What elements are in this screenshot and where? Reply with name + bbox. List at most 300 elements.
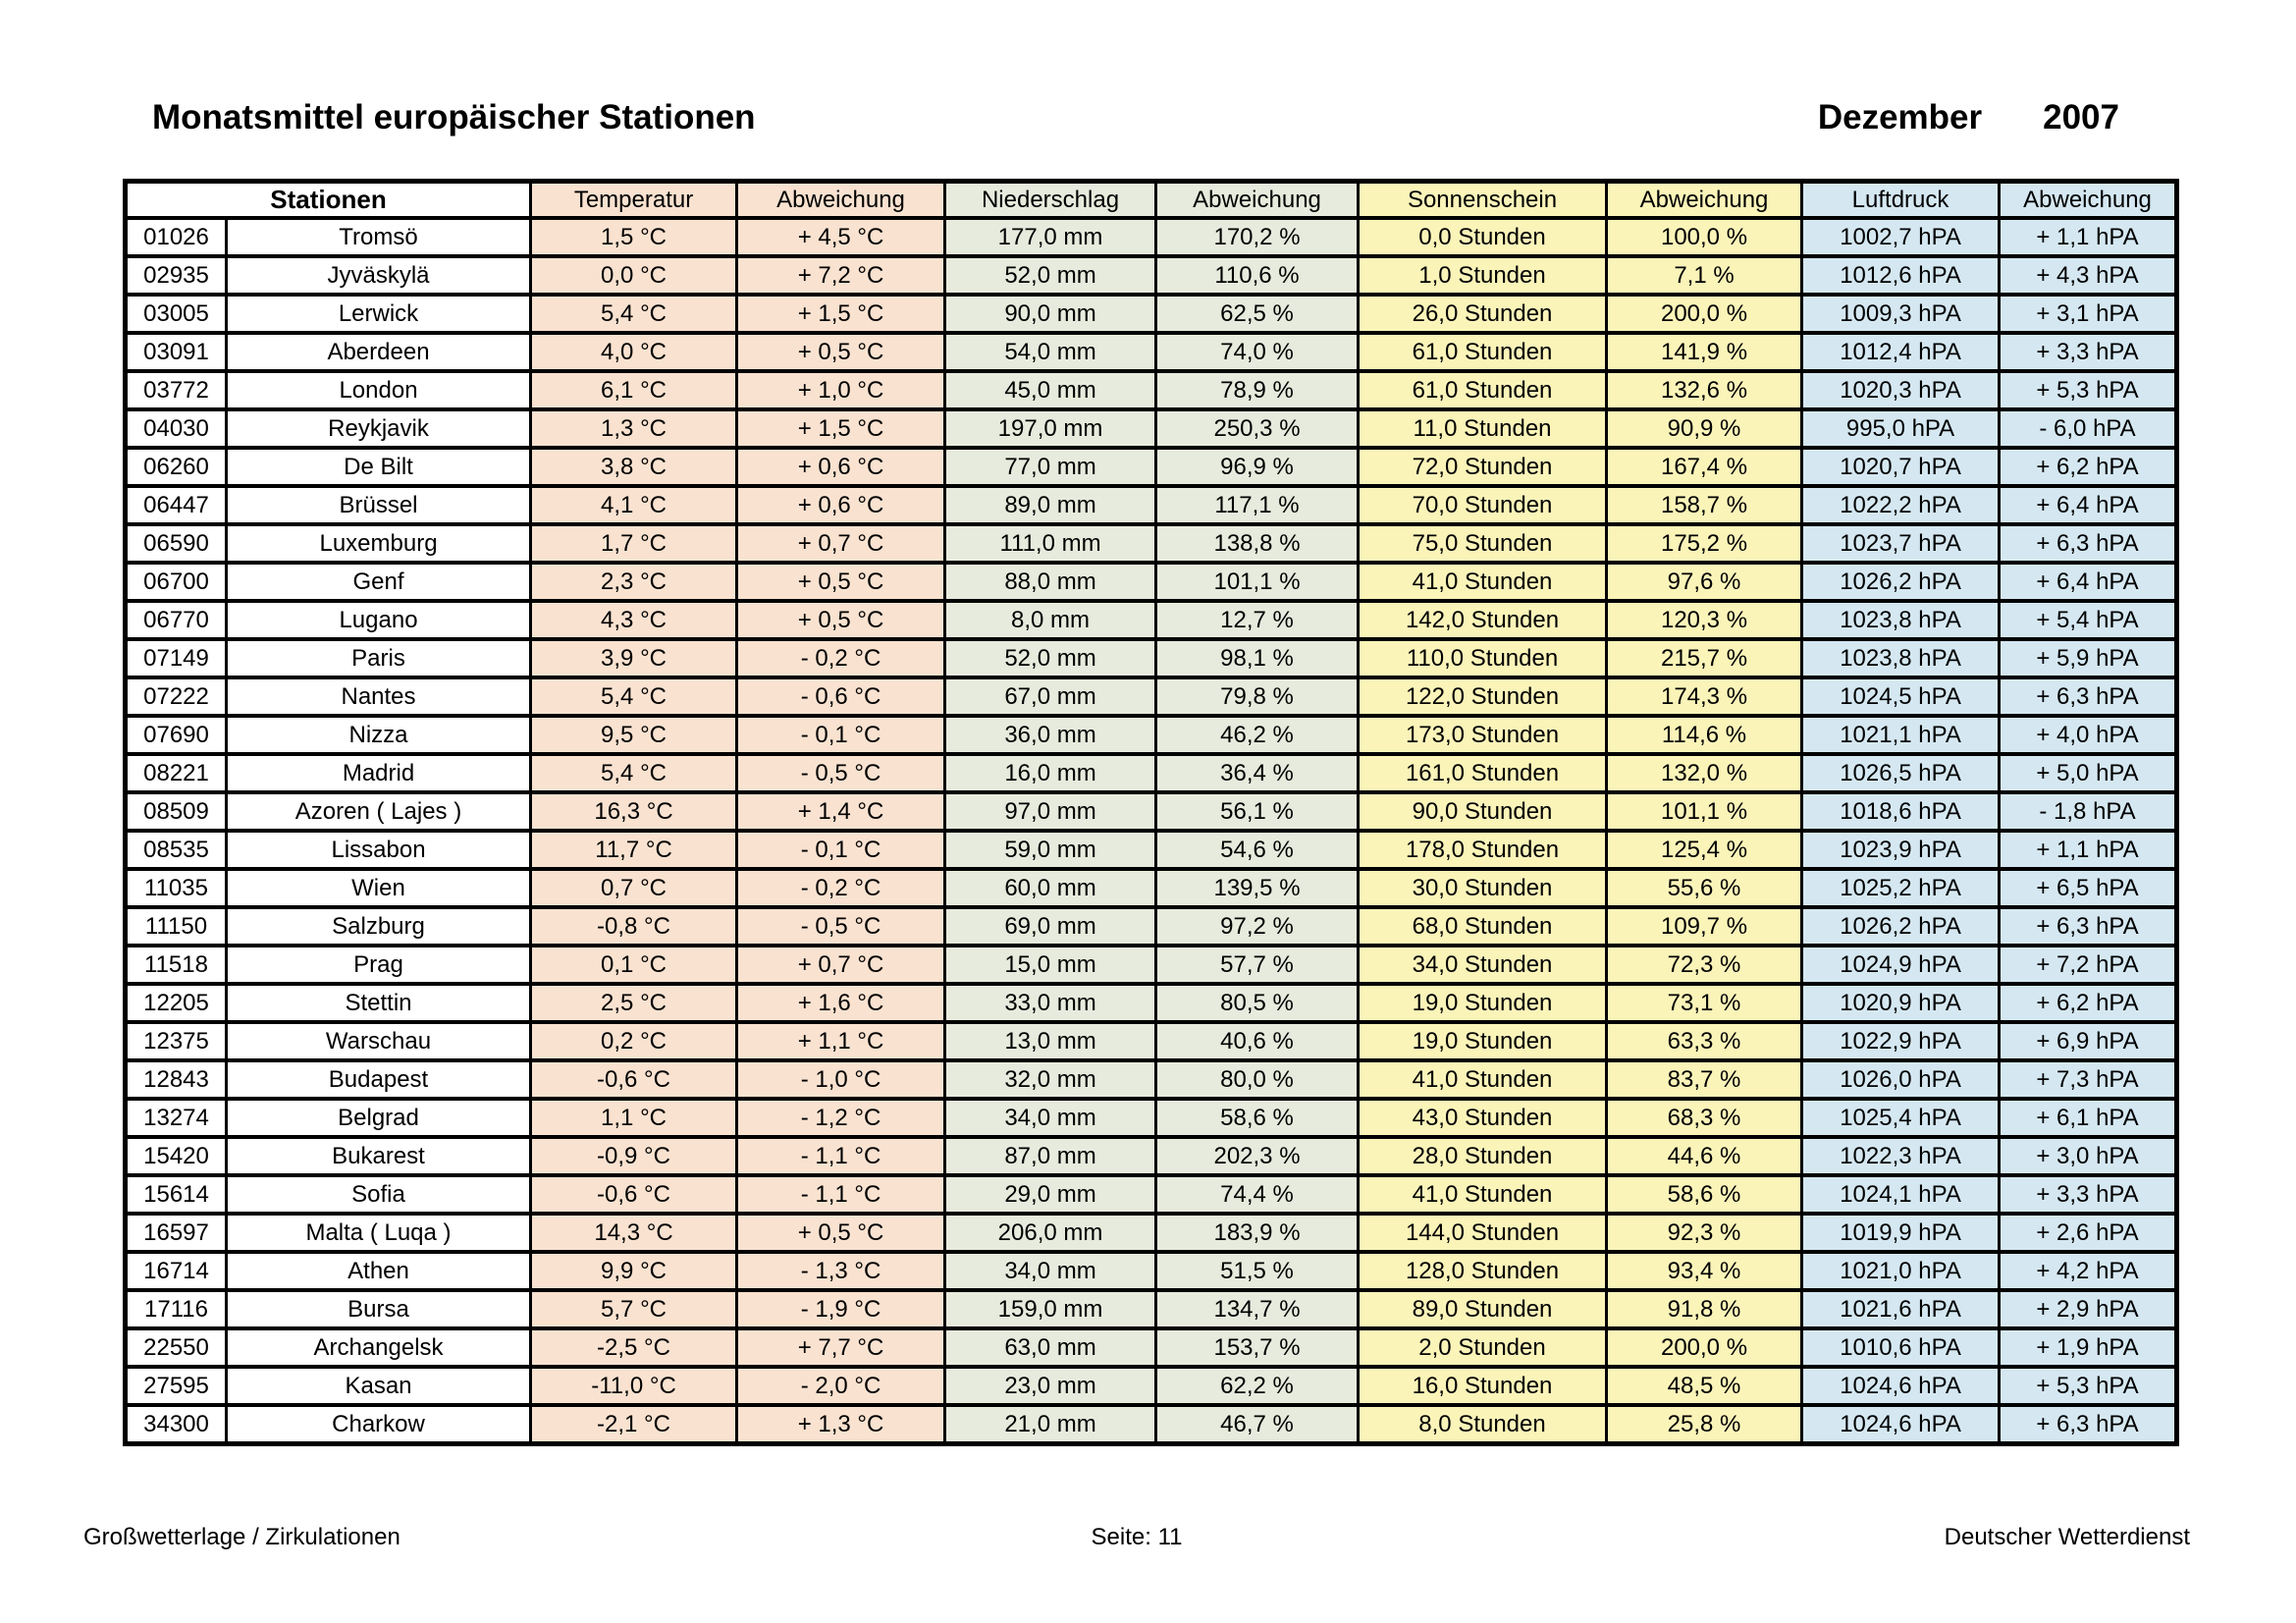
value-cell: 54,6 %	[1156, 831, 1359, 869]
value-cell: + 7,2 °C	[737, 256, 945, 295]
station-id: 11518	[126, 946, 227, 984]
value-cell: 73,1 %	[1607, 984, 1802, 1022]
value-cell: + 6,3 hPA	[2000, 1405, 2177, 1444]
value-cell: 1020,3 hPA	[1802, 371, 2000, 409]
value-cell: 177,0 mm	[945, 218, 1156, 256]
value-cell: 74,0 %	[1156, 333, 1359, 371]
value-cell: 34,0 Stunden	[1359, 946, 1607, 984]
value-cell: 1018,6 hPA	[1802, 792, 2000, 831]
station-id: 02935	[126, 256, 227, 295]
value-cell: - 1,2 °C	[737, 1099, 945, 1137]
value-cell: 12,7 %	[1156, 601, 1359, 639]
value-cell: + 1,9 hPA	[2000, 1328, 2177, 1367]
station-id: 03005	[126, 295, 227, 333]
table-row	[126, 256, 2177, 295]
table-row	[126, 601, 2177, 639]
station-id: 06447	[126, 486, 227, 524]
value-cell: 68,0 Stunden	[1359, 907, 1607, 946]
value-cell: 26,0 Stunden	[1359, 295, 1607, 333]
footer-page-number: Seite: 11	[1091, 1524, 1183, 1550]
table-row	[126, 792, 2177, 831]
station-name: Lissabon	[227, 831, 531, 869]
value-cell: + 4,2 hPA	[2000, 1252, 2177, 1290]
value-cell: 58,6 %	[1607, 1175, 1802, 1214]
value-cell: 139,5 %	[1156, 869, 1359, 907]
value-cell: + 3,1 hPA	[2000, 295, 2177, 333]
value-cell: 21,0 mm	[945, 1405, 1156, 1444]
value-cell: 202,3 %	[1156, 1137, 1359, 1175]
station-id: 15420	[126, 1137, 227, 1175]
value-cell: 100,0 %	[1607, 218, 1802, 256]
value-cell: 28,0 Stunden	[1359, 1137, 1607, 1175]
value-cell: - 1,9 °C	[737, 1290, 945, 1328]
value-cell: 120,3 %	[1607, 601, 1802, 639]
value-cell: 132,6 %	[1607, 371, 1802, 409]
value-cell: 89,0 Stunden	[1359, 1290, 1607, 1328]
station-name: De Bilt	[227, 448, 531, 486]
value-cell: 72,3 %	[1607, 946, 1802, 984]
table-row	[126, 984, 2177, 1022]
value-cell: + 0,5 °C	[737, 333, 945, 371]
value-cell: 159,0 mm	[945, 1290, 1156, 1328]
station-name: Tromsö	[227, 218, 531, 256]
station-id: 06590	[126, 524, 227, 563]
value-cell: + 6,3 hPA	[2000, 524, 2177, 563]
table-row	[126, 946, 2177, 984]
value-cell: 995,0 hPA	[1802, 409, 2000, 448]
station-name: Jyväskylä	[227, 256, 531, 295]
value-cell: 19,0 Stunden	[1359, 1022, 1607, 1060]
value-cell: 117,1 %	[1156, 486, 1359, 524]
value-cell: 87,0 mm	[945, 1137, 1156, 1175]
station-id: 16714	[126, 1252, 227, 1290]
value-cell: -0,9 °C	[531, 1137, 737, 1175]
value-cell: + 6,3 hPA	[2000, 677, 2177, 716]
value-cell: + 6,1 hPA	[2000, 1099, 2177, 1137]
value-cell: + 6,4 hPA	[2000, 563, 2177, 601]
table-row	[126, 1099, 2177, 1137]
station-id: 06700	[126, 563, 227, 601]
value-cell: 0,0 Stunden	[1359, 218, 1607, 256]
value-cell: 45,0 mm	[945, 371, 1156, 409]
value-cell: 1026,0 hPA	[1802, 1060, 2000, 1099]
value-cell: + 1,1 hPA	[2000, 218, 2177, 256]
value-cell: 93,4 %	[1607, 1252, 1802, 1290]
value-cell: 1021,6 hPA	[1802, 1290, 2000, 1328]
station-id: 07149	[126, 639, 227, 677]
value-cell: 1025,2 hPA	[1802, 869, 2000, 907]
table-row	[126, 639, 2177, 677]
value-cell: 97,2 %	[1156, 907, 1359, 946]
station-id: 22550	[126, 1328, 227, 1367]
value-cell: + 1,6 °C	[737, 984, 945, 1022]
value-cell: 132,0 %	[1607, 754, 1802, 792]
value-cell: 74,4 %	[1156, 1175, 1359, 1214]
station-name: Salzburg	[227, 907, 531, 946]
value-cell: 88,0 mm	[945, 563, 1156, 601]
value-cell: -11,0 °C	[531, 1367, 737, 1405]
value-cell: + 3,3 hPA	[2000, 333, 2177, 371]
column-header-temperatur: Temperatur	[531, 182, 737, 219]
value-cell: + 1,1 hPA	[2000, 831, 2177, 869]
table-row	[126, 907, 2177, 946]
value-cell: 1026,2 hPA	[1802, 563, 2000, 601]
value-cell: 5,4 °C	[531, 295, 737, 333]
station-id: 06260	[126, 448, 227, 486]
header-row	[126, 182, 2177, 219]
table-header	[126, 182, 2177, 219]
value-cell: + 1,3 °C	[737, 1405, 945, 1444]
table-row	[126, 563, 2177, 601]
station-name: Warschau	[227, 1022, 531, 1060]
value-cell: 1024,5 hPA	[1802, 677, 2000, 716]
value-cell: + 0,7 °C	[737, 524, 945, 563]
station-name: Luxemburg	[227, 524, 531, 563]
value-cell: + 1,5 °C	[737, 295, 945, 333]
report-date	[1818, 98, 2119, 137]
value-cell: 1019,9 hPA	[1802, 1214, 2000, 1252]
value-cell: + 1,4 °C	[737, 792, 945, 831]
station-name: London	[227, 371, 531, 409]
value-cell: 90,0 Stunden	[1359, 792, 1607, 831]
value-cell: 167,4 %	[1607, 448, 1802, 486]
value-cell: - 1,0 °C	[737, 1060, 945, 1099]
station-id: 08509	[126, 792, 227, 831]
footer-organization: Deutscher Wetterdienst	[1944, 1524, 2190, 1550]
value-cell: 62,2 %	[1156, 1367, 1359, 1405]
value-cell: 206,0 mm	[945, 1214, 1156, 1252]
value-cell: + 5,3 hPA	[2000, 1367, 2177, 1405]
value-cell: 70,0 Stunden	[1359, 486, 1607, 524]
value-cell: 158,7 %	[1607, 486, 1802, 524]
value-cell: 7,1 %	[1607, 256, 1802, 295]
value-cell: 1024,9 hPA	[1802, 946, 2000, 984]
value-cell: 1024,6 hPA	[1802, 1367, 2000, 1405]
value-cell: - 0,1 °C	[737, 716, 945, 754]
value-cell: 4,1 °C	[531, 486, 737, 524]
report-year: 2007	[2043, 98, 2119, 136]
value-cell: 170,2 %	[1156, 218, 1359, 256]
value-cell: 46,7 %	[1156, 1405, 1359, 1444]
value-cell: -0,6 °C	[531, 1175, 737, 1214]
value-cell: 173,0 Stunden	[1359, 716, 1607, 754]
value-cell: 153,7 %	[1156, 1328, 1359, 1367]
value-cell: 80,5 %	[1156, 984, 1359, 1022]
column-header-luftdruck-abweichung: Abweichung	[2000, 182, 2177, 219]
value-cell: - 0,5 °C	[737, 754, 945, 792]
table-row	[126, 218, 2177, 256]
value-cell: 110,6 %	[1156, 256, 1359, 295]
table-row	[126, 295, 2177, 333]
station-id: 03091	[126, 333, 227, 371]
station-id: 08221	[126, 754, 227, 792]
value-cell: 6,1 °C	[531, 371, 737, 409]
value-cell: 1024,6 hPA	[1802, 1405, 2000, 1444]
table-row	[126, 831, 2177, 869]
value-cell: 89,0 mm	[945, 486, 1156, 524]
value-cell: 9,9 °C	[531, 1252, 737, 1290]
value-cell: 63,3 %	[1607, 1022, 1802, 1060]
station-id: 12375	[126, 1022, 227, 1060]
value-cell: + 0,6 °C	[737, 448, 945, 486]
page-title: Monatsmittel europäischer Stationen	[152, 98, 756, 136]
value-cell: + 5,4 hPA	[2000, 601, 2177, 639]
value-cell: 90,0 mm	[945, 295, 1156, 333]
value-cell: 1025,4 hPA	[1802, 1099, 2000, 1137]
value-cell: 46,2 %	[1156, 716, 1359, 754]
table-row	[126, 1214, 2177, 1252]
value-cell: 41,0 Stunden	[1359, 1060, 1607, 1099]
value-cell: 55,6 %	[1607, 869, 1802, 907]
value-cell: + 6,3 hPA	[2000, 907, 2177, 946]
value-cell: 67,0 mm	[945, 677, 1156, 716]
value-cell: 58,6 %	[1156, 1099, 1359, 1137]
value-cell: 11,7 °C	[531, 831, 737, 869]
table-row	[126, 409, 2177, 448]
station-name: Nizza	[227, 716, 531, 754]
value-cell: 2,3 °C	[531, 563, 737, 601]
value-cell: + 5,3 hPA	[2000, 371, 2177, 409]
document-header	[152, 98, 2119, 137]
value-cell: 1010,6 hPA	[1802, 1328, 2000, 1367]
value-cell: 197,0 mm	[945, 409, 1156, 448]
column-header-niederschlag: Niederschlag	[945, 182, 1156, 219]
value-cell: 1023,9 hPA	[1802, 831, 2000, 869]
value-cell: 91,8 %	[1607, 1290, 1802, 1328]
table-row	[126, 1367, 2177, 1405]
column-header-sonnenschein-abweichung: Abweichung	[1607, 182, 1802, 219]
value-cell: 96,9 %	[1156, 448, 1359, 486]
value-cell: -2,1 °C	[531, 1405, 737, 1444]
station-name: Budapest	[227, 1060, 531, 1099]
value-cell: - 0,6 °C	[737, 677, 945, 716]
value-cell: - 2,0 °C	[737, 1367, 945, 1405]
value-cell: 41,0 Stunden	[1359, 563, 1607, 601]
table-row	[126, 486, 2177, 524]
value-cell: 52,0 mm	[945, 639, 1156, 677]
table-row	[126, 716, 2177, 754]
value-cell: 4,0 °C	[531, 333, 737, 371]
value-cell: 97,6 %	[1607, 563, 1802, 601]
value-cell: 32,0 mm	[945, 1060, 1156, 1099]
value-cell: 125,4 %	[1607, 831, 1802, 869]
value-cell: + 3,0 hPA	[2000, 1137, 2177, 1175]
value-cell: 41,0 Stunden	[1359, 1175, 1607, 1214]
station-name: Paris	[227, 639, 531, 677]
value-cell: 1,3 °C	[531, 409, 737, 448]
station-name: Prag	[227, 946, 531, 984]
station-id: 11035	[126, 869, 227, 907]
value-cell: + 5,9 hPA	[2000, 639, 2177, 677]
value-cell: - 0,5 °C	[737, 907, 945, 946]
value-cell: 1026,5 hPA	[1802, 754, 2000, 792]
value-cell: + 0,5 °C	[737, 1214, 945, 1252]
column-header-niederschlag-abweichung: Abweichung	[1156, 182, 1359, 219]
value-cell: 44,6 %	[1607, 1137, 1802, 1175]
value-cell: 29,0 mm	[945, 1175, 1156, 1214]
value-cell: - 6,0 hPA	[2000, 409, 2177, 448]
value-cell: 79,8 %	[1156, 677, 1359, 716]
value-cell: 16,0 Stunden	[1359, 1367, 1607, 1405]
document-footer	[83, 1524, 2190, 1555]
value-cell: 1022,2 hPA	[1802, 486, 2000, 524]
value-cell: -2,5 °C	[531, 1328, 737, 1367]
station-id: 03772	[126, 371, 227, 409]
value-cell: 51,5 %	[1156, 1252, 1359, 1290]
table-row	[126, 1328, 2177, 1367]
value-cell: + 6,2 hPA	[2000, 984, 2177, 1022]
value-cell: 144,0 Stunden	[1359, 1214, 1607, 1252]
station-name: Sofia	[227, 1175, 531, 1214]
value-cell: 9,5 °C	[531, 716, 737, 754]
table-row	[126, 1290, 2177, 1328]
value-cell: -0,8 °C	[531, 907, 737, 946]
stations-table	[123, 179, 2179, 1446]
value-cell: 101,1 %	[1607, 792, 1802, 831]
value-cell: 23,0 mm	[945, 1367, 1156, 1405]
footer-section-title: Großwetterlage / Zirkulationen	[83, 1524, 400, 1550]
value-cell: 5,7 °C	[531, 1290, 737, 1328]
value-cell: + 4,5 °C	[737, 218, 945, 256]
value-cell: 215,7 %	[1607, 639, 1802, 677]
station-table-body	[126, 218, 2177, 1444]
table-row	[126, 448, 2177, 486]
value-cell: 1024,1 hPA	[1802, 1175, 2000, 1214]
station-id: 12205	[126, 984, 227, 1022]
value-cell: - 1,3 °C	[737, 1252, 945, 1290]
value-cell: 15,0 mm	[945, 946, 1156, 984]
value-cell: 0,1 °C	[531, 946, 737, 984]
value-cell: 114,6 %	[1607, 716, 1802, 754]
value-cell: 1002,7 hPA	[1802, 218, 2000, 256]
value-cell: 1012,4 hPA	[1802, 333, 2000, 371]
station-name: Bursa	[227, 1290, 531, 1328]
station-id: 06770	[126, 601, 227, 639]
table-row	[126, 1252, 2177, 1290]
value-cell: 57,7 %	[1156, 946, 1359, 984]
station-name: Malta ( Luqa )	[227, 1214, 531, 1252]
value-cell: 25,8 %	[1607, 1405, 1802, 1444]
value-cell: 11,0 Stunden	[1359, 409, 1607, 448]
value-cell: 60,0 mm	[945, 869, 1156, 907]
column-header-stationen: Stationen	[126, 182, 531, 219]
station-id: 04030	[126, 409, 227, 448]
station-name: Belgrad	[227, 1099, 531, 1137]
column-header-sonnenschein: Sonnenschein	[1359, 182, 1607, 219]
value-cell: + 6,4 hPA	[2000, 486, 2177, 524]
value-cell: 16,0 mm	[945, 754, 1156, 792]
value-cell: 0,7 °C	[531, 869, 737, 907]
value-cell: 33,0 mm	[945, 984, 1156, 1022]
value-cell: - 1,1 °C	[737, 1137, 945, 1175]
value-cell: 134,7 %	[1156, 1290, 1359, 1328]
value-cell: 142,0 Stunden	[1359, 601, 1607, 639]
station-name: Bukarest	[227, 1137, 531, 1175]
value-cell: 1026,2 hPA	[1802, 907, 2000, 946]
value-cell: 3,8 °C	[531, 448, 737, 486]
value-cell: 1,5 °C	[531, 218, 737, 256]
value-cell: + 7,7 °C	[737, 1328, 945, 1367]
value-cell: 78,9 %	[1156, 371, 1359, 409]
value-cell: 1009,3 hPA	[1802, 295, 2000, 333]
station-name: Aberdeen	[227, 333, 531, 371]
value-cell: 54,0 mm	[945, 333, 1156, 371]
value-cell: + 3,3 hPA	[2000, 1175, 2177, 1214]
table-row	[126, 1060, 2177, 1099]
value-cell: 63,0 mm	[945, 1328, 1156, 1367]
station-name: Azoren ( Lajes )	[227, 792, 531, 831]
station-name: Reykjavik	[227, 409, 531, 448]
value-cell: 1023,7 hPA	[1802, 524, 2000, 563]
station-id: 07222	[126, 677, 227, 716]
station-id: 15614	[126, 1175, 227, 1214]
value-cell: 52,0 mm	[945, 256, 1156, 295]
value-cell: 48,5 %	[1607, 1367, 1802, 1405]
value-cell: + 0,7 °C	[737, 946, 945, 984]
value-cell: + 4,0 hPA	[2000, 716, 2177, 754]
table-row	[126, 1405, 2177, 1444]
value-cell: + 4,3 hPA	[2000, 256, 2177, 295]
value-cell: 40,6 %	[1156, 1022, 1359, 1060]
value-cell: 97,0 mm	[945, 792, 1156, 831]
value-cell: + 0,5 °C	[737, 563, 945, 601]
value-cell: 72,0 Stunden	[1359, 448, 1607, 486]
station-name: Brüssel	[227, 486, 531, 524]
value-cell: 19,0 Stunden	[1359, 984, 1607, 1022]
value-cell: 200,0 %	[1607, 295, 1802, 333]
value-cell: -0,6 °C	[531, 1060, 737, 1099]
value-cell: 34,0 mm	[945, 1099, 1156, 1137]
station-id: 11150	[126, 907, 227, 946]
table-row	[126, 869, 2177, 907]
value-cell: 1,1 °C	[531, 1099, 737, 1137]
table-row	[126, 677, 2177, 716]
value-cell: + 7,3 hPA	[2000, 1060, 2177, 1099]
value-cell: 141,9 %	[1607, 333, 1802, 371]
value-cell: - 0,2 °C	[737, 869, 945, 907]
value-cell: 1021,0 hPA	[1802, 1252, 2000, 1290]
report-month: Dezember	[1817, 98, 1983, 136]
value-cell: 174,3 %	[1607, 677, 1802, 716]
value-cell: 109,7 %	[1607, 907, 1802, 946]
value-cell: 77,0 mm	[945, 448, 1156, 486]
value-cell: 30,0 Stunden	[1359, 869, 1607, 907]
value-cell: 98,1 %	[1156, 639, 1359, 677]
value-cell: + 1,0 °C	[737, 371, 945, 409]
value-cell: 36,4 %	[1156, 754, 1359, 792]
value-cell: 8,0 Stunden	[1359, 1405, 1607, 1444]
value-cell: + 1,1 °C	[737, 1022, 945, 1060]
table-row	[126, 524, 2177, 563]
value-cell: 122,0 Stunden	[1359, 677, 1607, 716]
value-cell: 110,0 Stunden	[1359, 639, 1607, 677]
value-cell: 200,0 %	[1607, 1328, 1802, 1367]
value-cell: + 6,2 hPA	[2000, 448, 2177, 486]
station-name: Athen	[227, 1252, 531, 1290]
station-name: Kasan	[227, 1367, 531, 1405]
value-cell: 1023,8 hPA	[1802, 639, 2000, 677]
station-id: 12843	[126, 1060, 227, 1099]
station-id: 07690	[126, 716, 227, 754]
table-row	[126, 371, 2177, 409]
value-cell: 0,2 °C	[531, 1022, 737, 1060]
value-cell: 5,4 °C	[531, 677, 737, 716]
value-cell: 101,1 %	[1156, 563, 1359, 601]
value-cell: - 0,2 °C	[737, 639, 945, 677]
value-cell: 56,1 %	[1156, 792, 1359, 831]
value-cell: 161,0 Stunden	[1359, 754, 1607, 792]
value-cell: + 2,9 hPA	[2000, 1290, 2177, 1328]
